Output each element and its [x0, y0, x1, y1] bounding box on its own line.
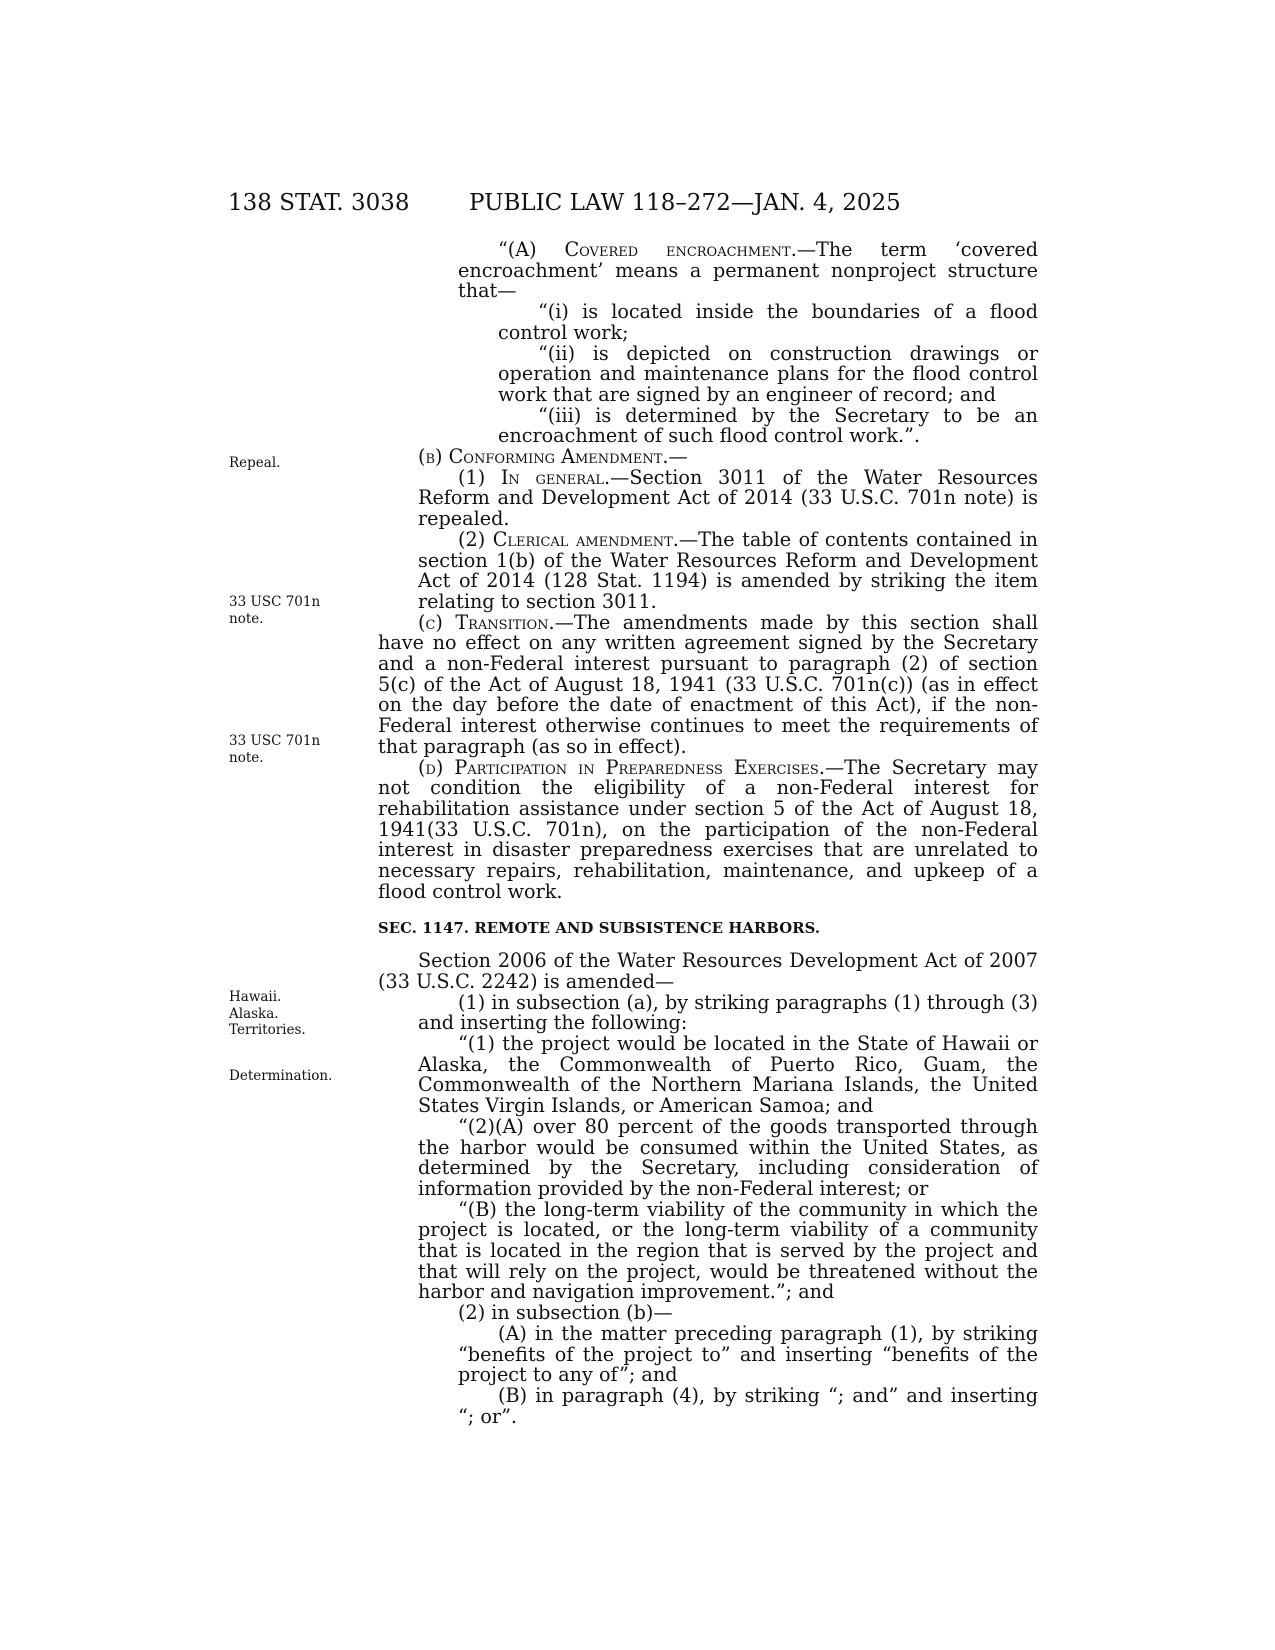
paragraph-covered-encroachment: “(A) Covered encroachment.—The term ‘covered encroachment’ means a permanent nonproject structure that—	[458, 238, 1039, 303]
subsection-b: (b) Conforming Amendment.—	[418, 445, 688, 469]
law-title: PUBLIC LAW 118–272—JAN. 4, 2025	[469, 190, 901, 216]
subsection-d: (d) Participation in Preparedness Exercises.—The Secretary may not condition the eligibility of a non-Federal interest for rehabilitation assistance under section 5 of the Act of August 18, 1941(33 U.S.C. 701n), on the participation of the non-Federal interest in disaster preparedness exercises that are unrelated to necessary repairs, rehabilitation, maintenance, and upkeep of a flood control work.	[378, 755, 1038, 903]
amendment-2b: (B) in paragraph (4), by striking “; and” and inserting “; or”.	[458, 1383, 1038, 1428]
inserted-paragraph-2a: “(2)(A) over 80 percent of the goods transported through the harbor would be consumed within the United States, as determined by the Secretary, including consideration of information provided by the non-Federal interest; or	[418, 1114, 1038, 1200]
heading-inline: (2) Clerical amendment.	[458, 527, 679, 551]
margin-note-usc-2	[229, 733, 320, 766]
heading-inline: (b) Conforming Amendment.	[418, 445, 669, 469]
margin-note-locations	[229, 989, 306, 1039]
amendment-1: (1) in subsection (a), by striking paragraphs (1) through (3) and inserting the following:	[418, 990, 1038, 1035]
margin-note-determination: Determination.	[229, 1068, 333, 1084]
heading-inline: “(A) Covered encroachment.	[498, 238, 797, 261]
margin-note-repeal: Repeal.	[229, 455, 281, 471]
amendment-2: (2) in subsection (b)—	[458, 1301, 673, 1325]
margin-note-line: note.	[229, 610, 264, 627]
clause-iii: “(iii) is determined by the Secretary to be an encroachment of such flood control work.”.	[498, 403, 1038, 448]
paragraph-b2: (2) Clerical amendment.—The table of contents contained in section 1(b) of the Water Resources Reform and Development Act of 2014 (128 Stat. 1194) is amended by striking the item relating to section 3011.	[418, 527, 1038, 613]
statute-body	[378, 240, 1038, 1427]
margin-note-usc-1	[229, 594, 320, 627]
margin-note-territories: Territories.	[229, 1022, 306, 1038]
section-heading: SEC. 1147. REMOTE AND SUBSISTENCE HARBORS.	[378, 919, 821, 937]
heading-inline: (1) In general.	[458, 465, 611, 489]
heading-inline: (d) Participation in Preparedness Exercises.	[418, 755, 825, 779]
clause-ii: “(ii) is depicted on construction drawings or operation and maintenance plans for the flood control work that are signed by an engineer of record; and	[498, 341, 1038, 406]
clause-i: “(i) is located inside the boundaries of a flood control work;	[498, 300, 1038, 344]
margin-note-alaska: Alaska.	[229, 1005, 279, 1022]
subsection-c: (c) Transition.—The amendments made by this section shall have no effect on any written agreement signed by the Secretary and a non-Federal interest pursuant to paragraph (2) of section 5(c) of the Act of August 18, 1941 (33 U.S.C. 701n(c)) (as in effect on the day before the date of enactment of this Act), if the non-Federal interest otherwise continues to meet the requirements of that paragraph (as so in effect).	[378, 610, 1038, 758]
paragraph-b1: (1) In general.—Section 3011 of the Water Resources Reform and Development Act of 2014 (33 U.S.C. 701n note) is repealed.	[418, 465, 1038, 531]
inserted-paragraph-1: “(1) the project would be located in the State of Hawaii or Alaska, the Commonwealth of Puerto Rico, Guam, the Commonwealth of the Northern Mariana Islands, the United States Virgin Islands, or American Samoa; and	[418, 1032, 1038, 1118]
margin-note-line: 33 USC 701n	[229, 594, 321, 610]
margin-note-line: note.	[229, 749, 264, 766]
margin-note-hawaii: Hawaii.	[229, 989, 282, 1005]
section-intro: Section 2006 of the Water Resources Development Act of 2007 (33 U.S.C. 2242) is amended—	[378, 949, 1038, 993]
amendment-2a: (A) in the matter preceding paragraph (1), by striking “benefits of the project to” and inserting “benefits of the project to any of”; and	[458, 1321, 1038, 1387]
margin-note-line: 33 USC 701n	[229, 733, 321, 749]
stat-page-number: 138 STAT. 3038	[228, 190, 410, 216]
inserted-paragraph-2b: “(B) the long-term viability of the community in which the project is located, or the long-term viability of a community that is located in the region that is served by the project and that will rely on the project, would be threatened without the harbor and navigation improvement.”; and	[418, 1197, 1038, 1304]
page-header	[228, 190, 1038, 220]
heading-inline: (c) Transition.	[418, 610, 555, 634]
